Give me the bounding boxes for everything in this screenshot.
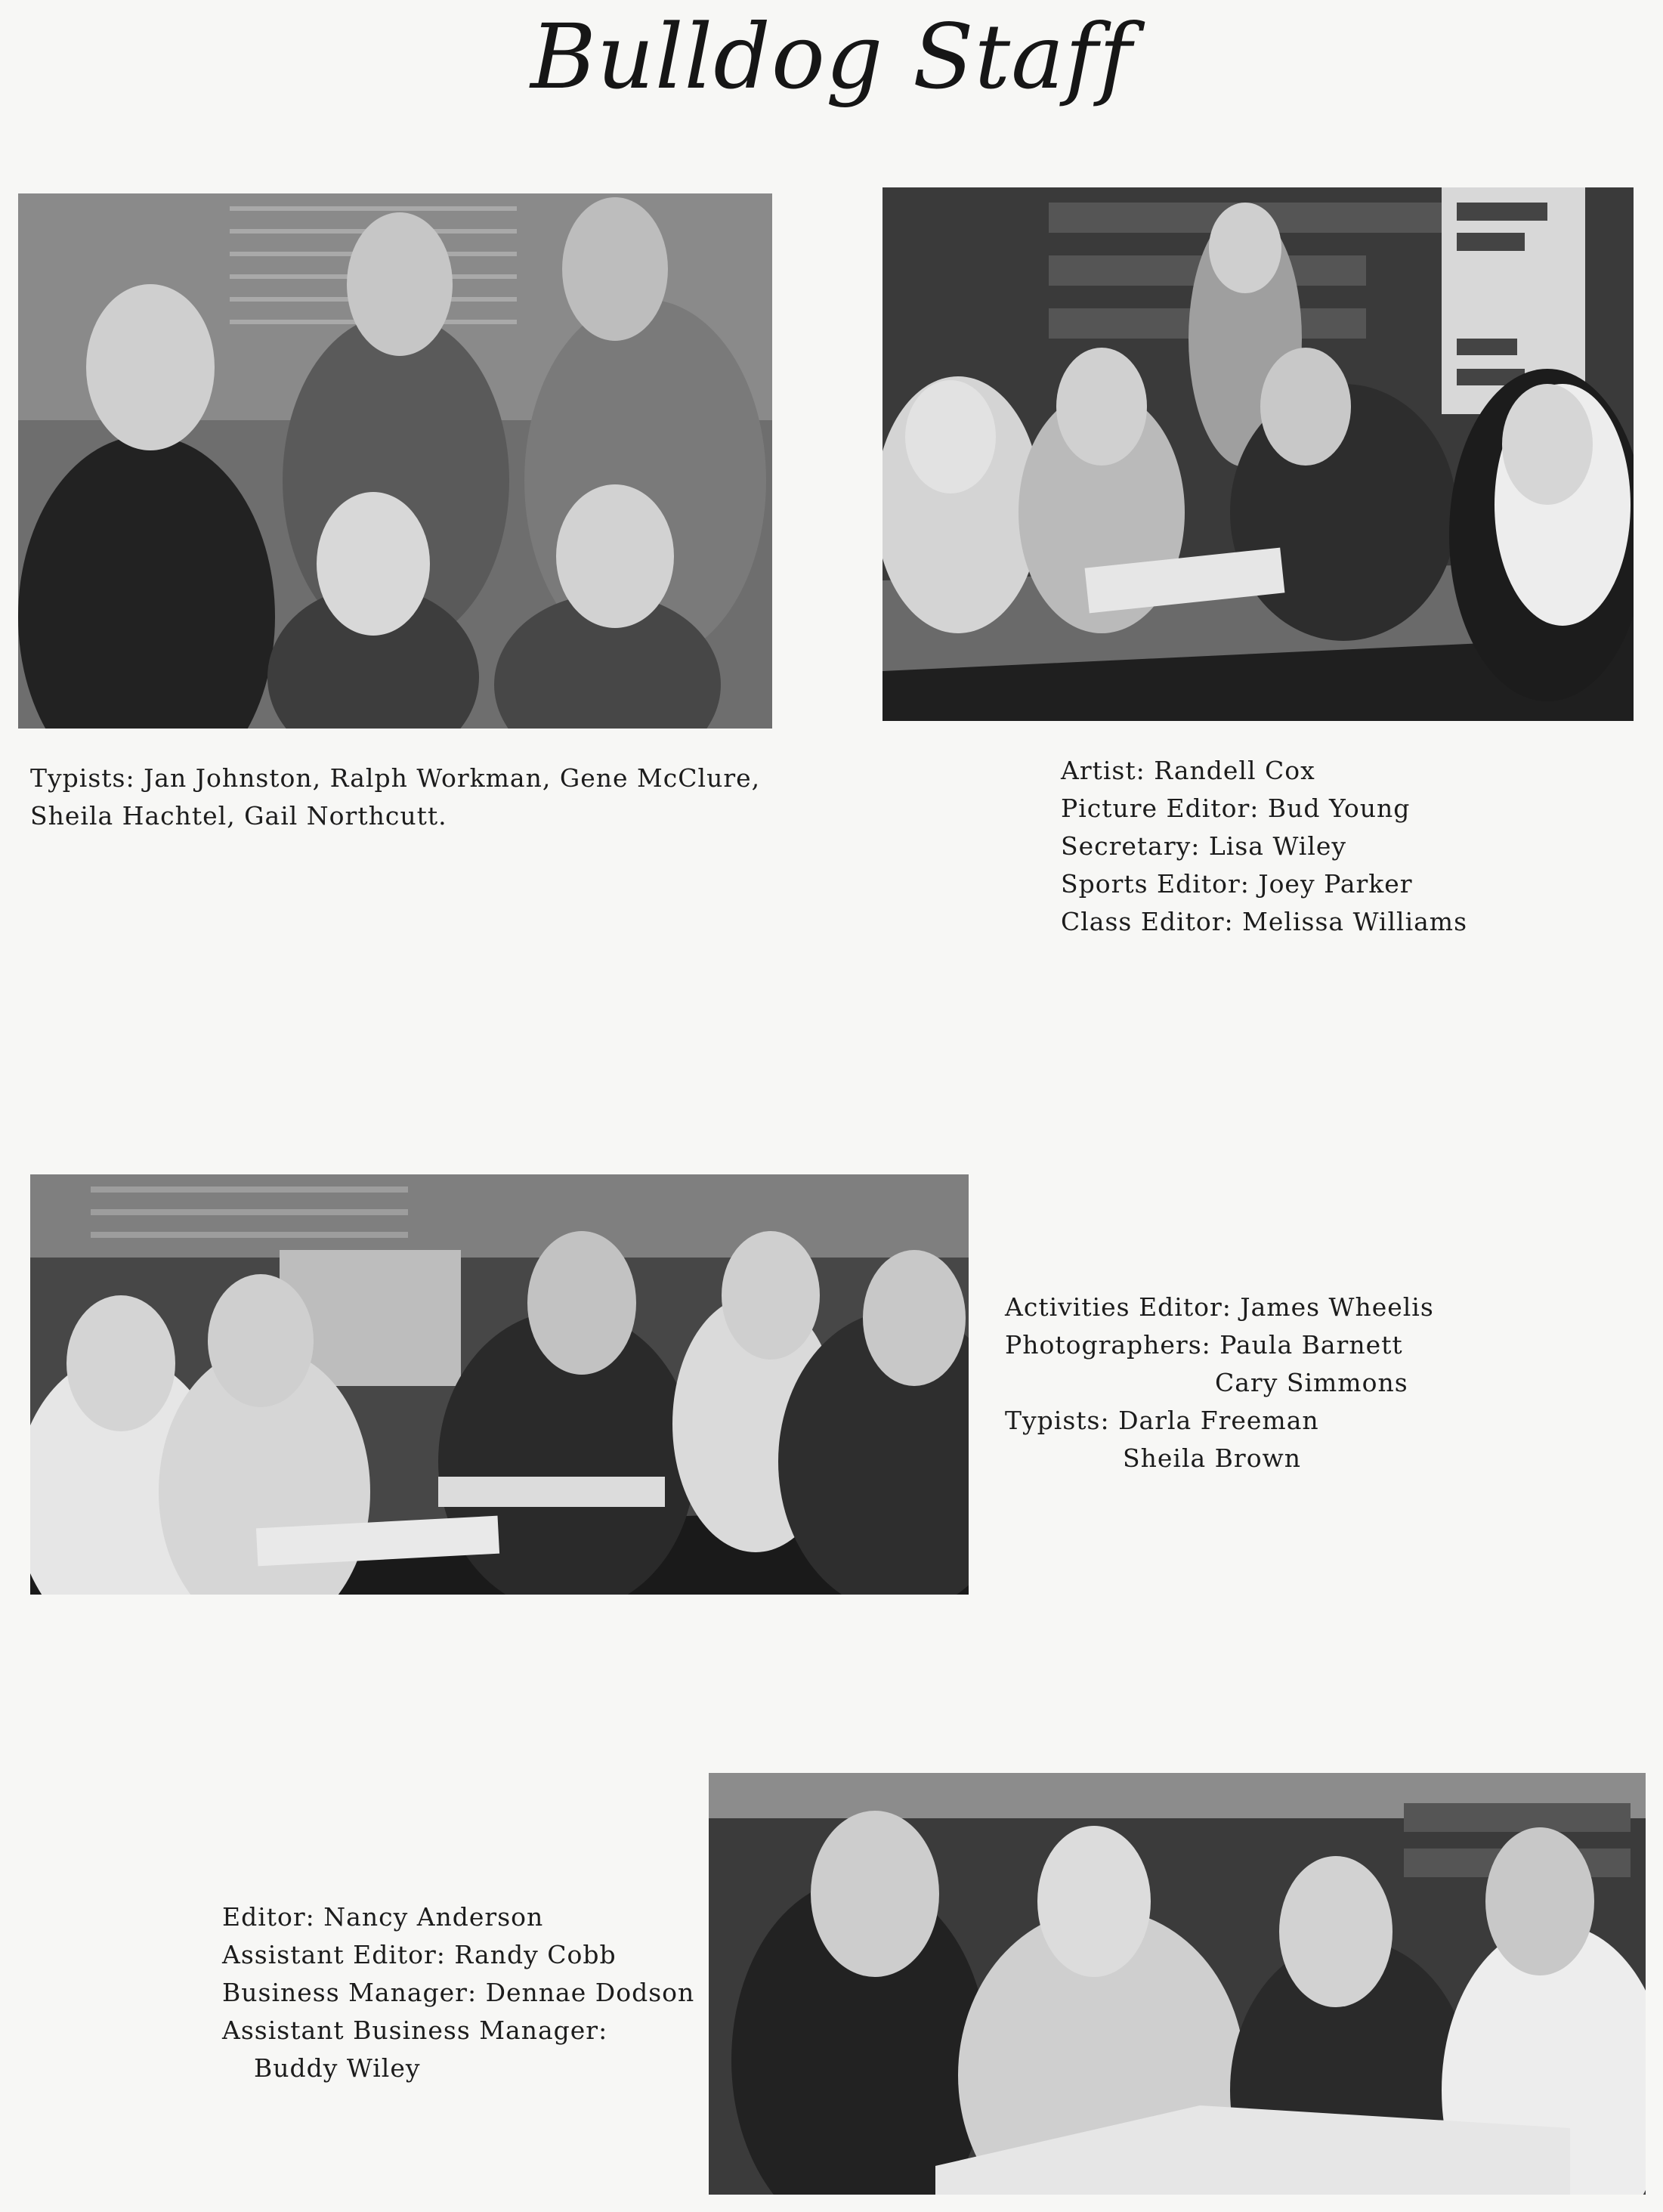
- caption-activities: [1005, 1289, 1434, 1477]
- caption-line: Assistant Business Manager:: [222, 2016, 608, 2045]
- caption-line: Picture Editor: Bud Young: [1061, 794, 1411, 823]
- caption-line: Sheila Brown: [1123, 1443, 1302, 1473]
- caption-line: Sports Editor: Joey Parker: [1061, 869, 1413, 899]
- caption-line: Artist: Randell Cox: [1061, 756, 1315, 785]
- caption-line: Cary Simmons: [1215, 1368, 1408, 1397]
- staff-photo-activities: [30, 1174, 969, 1595]
- staff-photo-typists: [18, 193, 772, 729]
- caption-line: Class Editor: Melissa Williams: [1061, 907, 1468, 936]
- caption-line: Editor: Nancy Anderson: [222, 1902, 544, 1932]
- caption-line: Buddy Wiley: [254, 2053, 421, 2083]
- caption-line: Activities Editor: James Wheelis: [1005, 1292, 1434, 1322]
- caption-line: Business Manager: Dennae Dodson: [222, 1978, 695, 2007]
- caption-line: Secretary: Lisa Wiley: [1061, 831, 1347, 861]
- caption-typists: [30, 760, 760, 835]
- caption-line: Typists: Jan Johnston, Ralph Workman, Gene McClure,: [30, 763, 761, 793]
- caption-editors: [1061, 752, 1467, 941]
- caption-management: [222, 1898, 694, 2087]
- staff-photo-management: [709, 1773, 1646, 2195]
- caption-line: Photographers: Paula Barnett: [1005, 1330, 1403, 1360]
- caption-line: Typists: Darla Freeman: [1005, 1406, 1319, 1435]
- staff-photo-editors: [883, 187, 1634, 721]
- page-title: Bulldog Staff: [530, 5, 1133, 109]
- caption-line: Assistant Editor: Randy Cobb: [222, 1940, 617, 1969]
- caption-line: Sheila Hachtel, Gail Northcutt.: [30, 801, 447, 831]
